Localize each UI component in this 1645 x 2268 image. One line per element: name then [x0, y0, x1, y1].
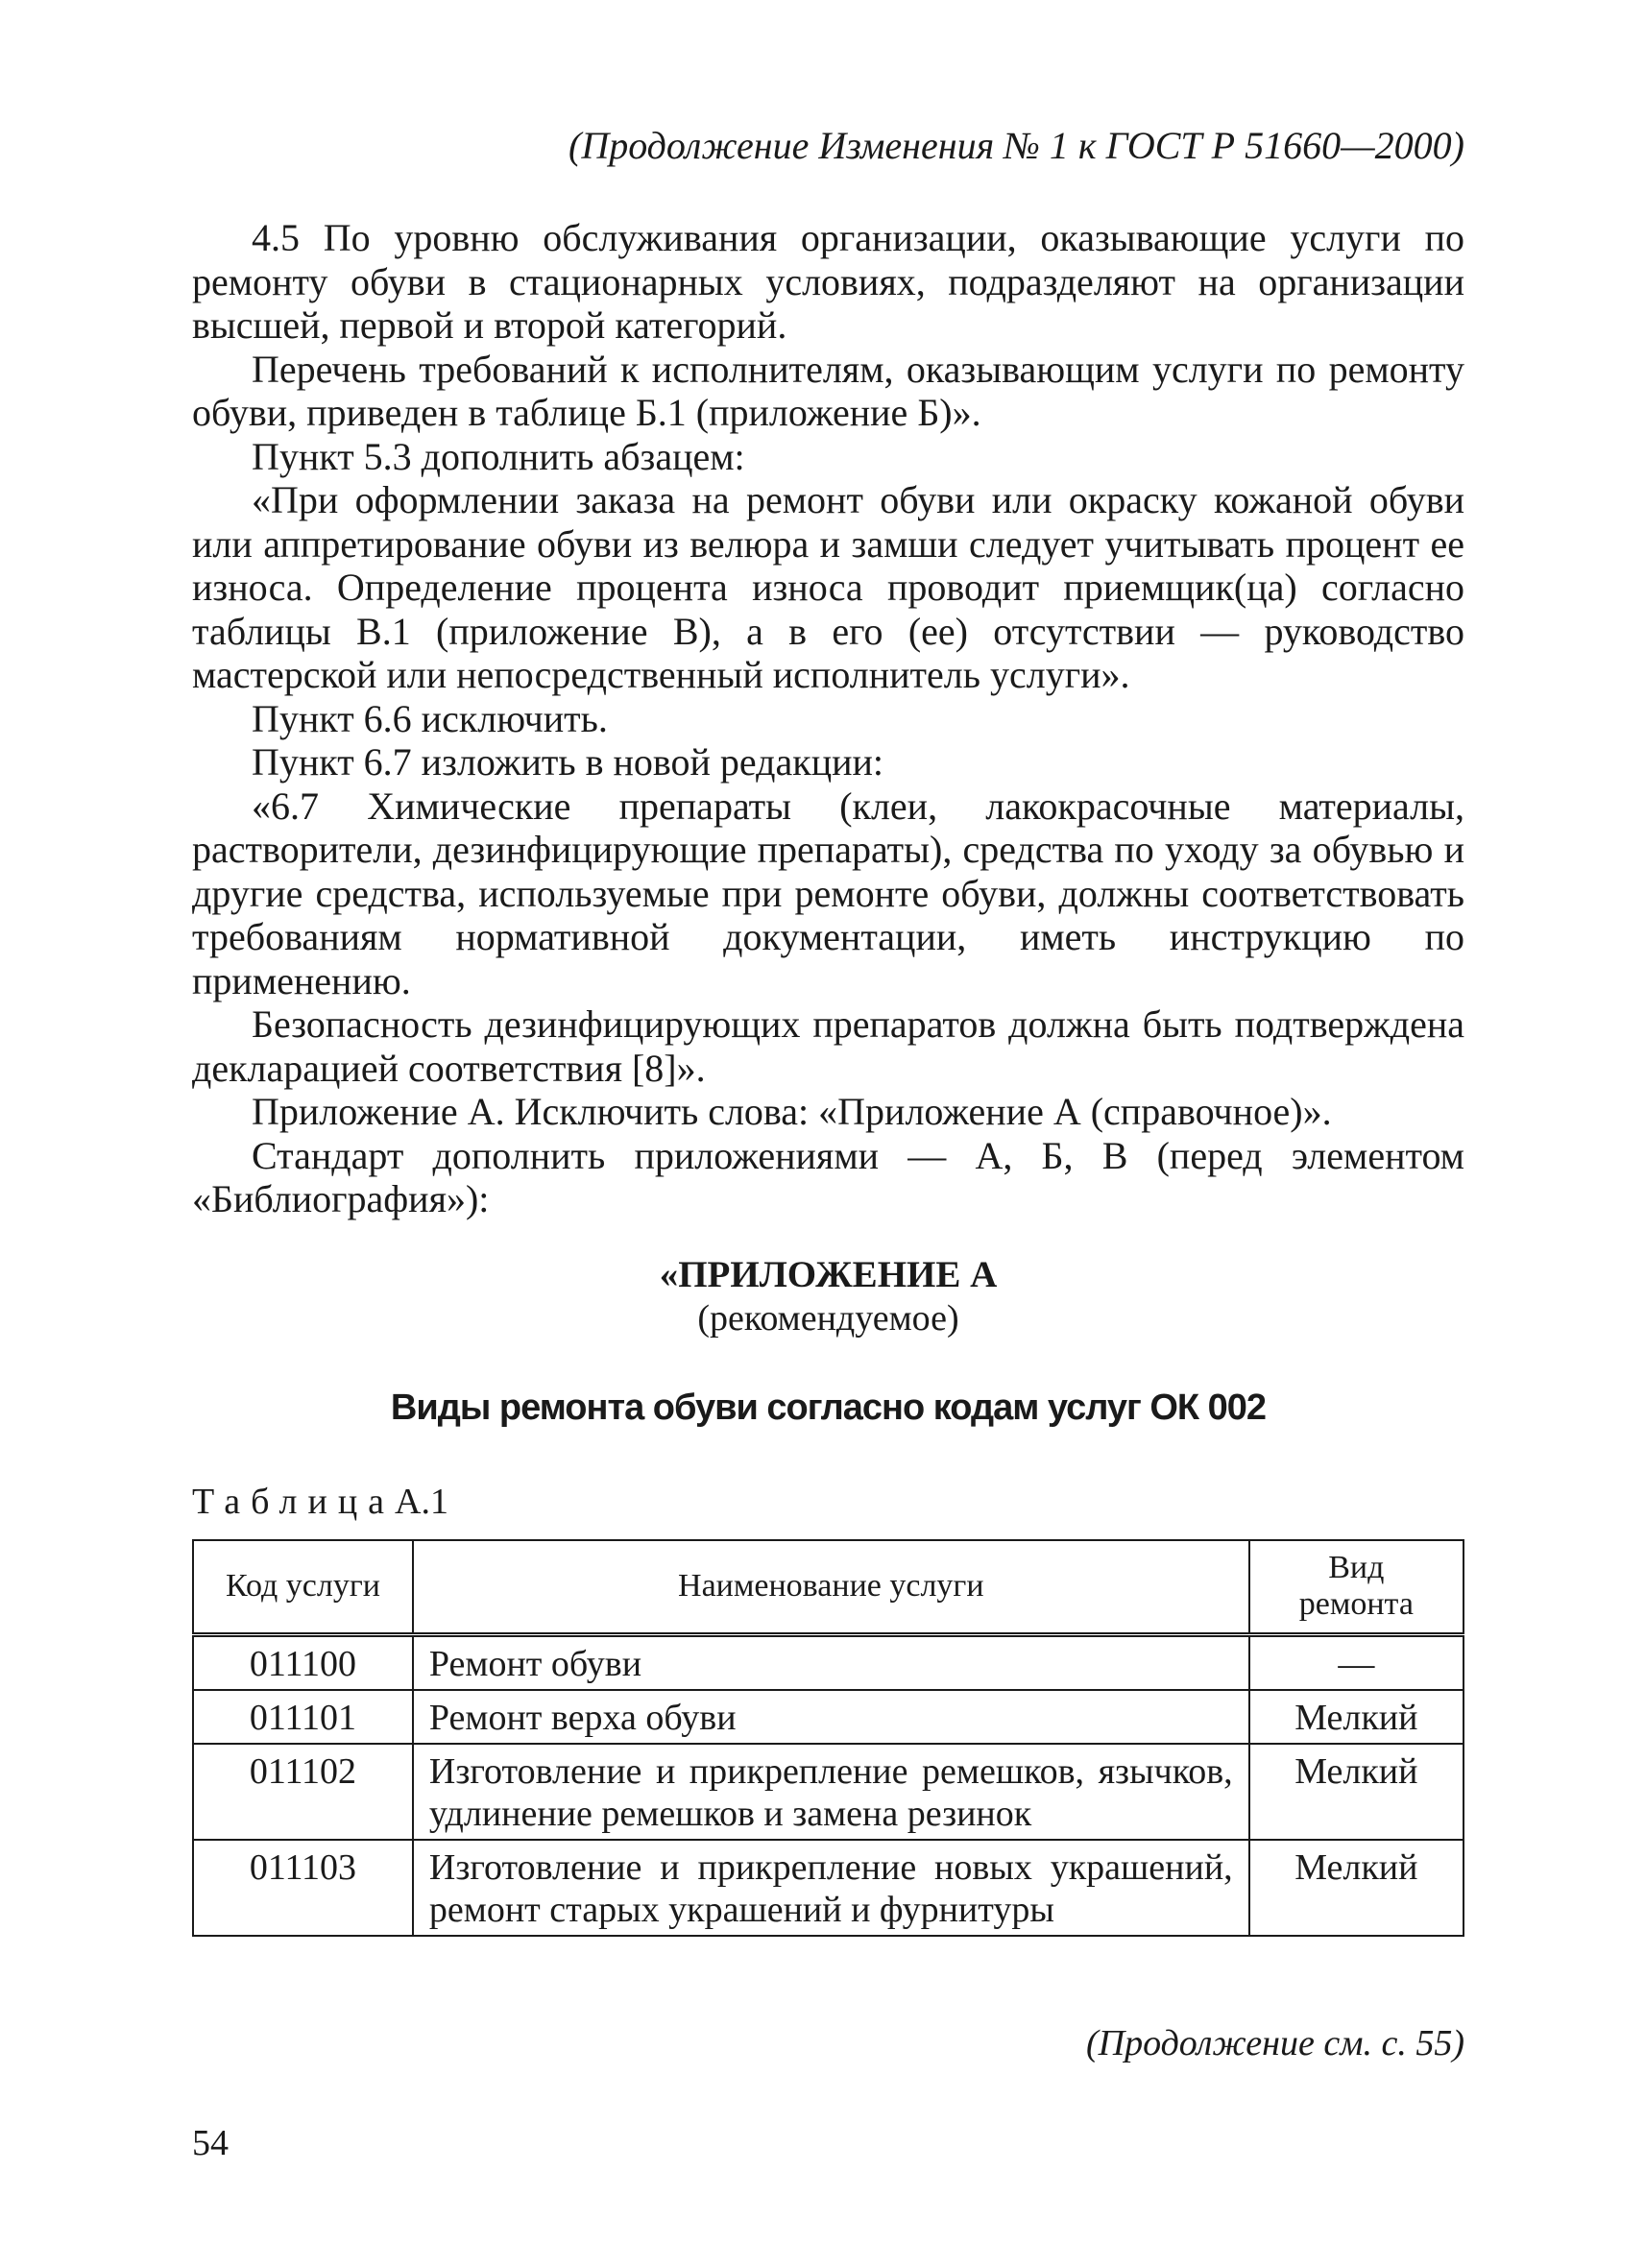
- appendix-heading: [192, 1253, 1464, 1339]
- table-row: [193, 1634, 1464, 1690]
- paragraph-requirements-list: Перечень требований к исполнителям, оказывающим услуги по ремонту обуви, приведен в таблице Б.1 (приложение Б)».: [192, 347, 1464, 434]
- footer-continuation: (Продолжение см. с. 55): [1085, 2023, 1464, 2063]
- paragraph-appendix-a-remove: Приложение А. Исключить слова: «Приложение А (справочное)».: [252, 1090, 1332, 1133]
- table-caption-number: А.1: [395, 1482, 448, 1522]
- row-name: Изготовление и прикрепление ремешков, язычков, удлинение ремешков и замена резинок: [413, 1744, 1249, 1840]
- table-row: [193, 1744, 1464, 1840]
- document-page: [192, 0, 1464, 2268]
- row-name: Ремонт обуви: [413, 1634, 1249, 1690]
- table-caption-word: Таблица: [192, 1482, 396, 1522]
- row-kind: Мелкий: [1249, 1840, 1464, 1936]
- paragraph-chemicals: «6.7 Химические препараты (клеи, лакокрасочные материалы, растворители, дезинфицирующие препараты), средства по уходу за обувью и другие средства, используемые при ремонте обуви, должны соответствовать требованиям нормативной документации, иметь инструкцию по применению.: [192, 784, 1464, 1002]
- row-kind: Мелкий: [1249, 1744, 1464, 1840]
- paragraph-add-appendices: Стандарт дополнить приложениями — А, Б, В (перед элементом «Библиография»):: [192, 1133, 1464, 1220]
- table-header-row: [193, 1540, 1464, 1634]
- header-kind: [1249, 1540, 1464, 1634]
- services-table: [192, 1539, 1464, 1937]
- row-name: Изготовление и прикрепление новых украшений, ремонт старых украшений и фурнитуры: [413, 1840, 1249, 1936]
- table-caption: [192, 1481, 448, 1523]
- row-code: 011102: [193, 1744, 413, 1840]
- appendix-title: «ПРИЛОЖЕНИЕ А: [659, 1254, 998, 1295]
- header-name: Наименование услуги: [413, 1540, 1249, 1634]
- row-code: 011100: [193, 1634, 413, 1690]
- row-kind: Мелкий: [1249, 1690, 1464, 1744]
- header-kind-label: Вид ремонта: [1298, 1550, 1414, 1623]
- paragraph-order-wear: «При оформлении заказа на ремонт обуви или окраску кожаной обуви или аппретирование обуви из велюра и замши следует учитывать процент ее износа. Определение процента износа проводит приемщик(ца) согласно таблицы В.1 (приложение В), а в его (ее) отсутствии — руководство мастерской или непосредственный исполнитель услуги».: [192, 478, 1464, 696]
- paragraph-clause-6-7: Пункт 6.7 изложить в новой редакции:: [252, 740, 884, 784]
- page-number: 54: [192, 2123, 229, 2163]
- page-header-continuation: (Продолжение Изменения № 1 к ГОСТ Р 51660—2000): [568, 124, 1464, 167]
- paragraph-clause-6-6: Пункт 6.6 исключить.: [252, 696, 608, 740]
- row-code: 011101: [193, 1690, 413, 1744]
- table-heading: Виды ремонта обуви согласно кодам услуг ОК 002: [390, 1387, 1267, 1428]
- row-name: Ремонт верха обуви: [413, 1690, 1249, 1744]
- table-row: [193, 1690, 1464, 1744]
- paragraph-clause-5-3: Пункт 5.3 дополнить абзацем:: [252, 434, 745, 478]
- paragraph-4-5: 4.5 По уровню обслуживания организации, оказывающие услуги по ремонту обуви в стационарных условиях, подразделяют на организации высшей, первой и второй категорий.: [192, 216, 1464, 347]
- appendix-subtitle: (рекомендуемое): [697, 1298, 959, 1339]
- body-text: [192, 216, 1464, 1221]
- table-row: [193, 1840, 1464, 1936]
- row-code: 011103: [193, 1840, 413, 1936]
- row-kind: —: [1249, 1634, 1464, 1690]
- paragraph-disinfectant-safety: Безопасность дезинфицирующих препаратов должна быть подтверждена декларацией соответствия [8]».: [192, 1002, 1464, 1090]
- header-code: Код услуги: [193, 1540, 413, 1634]
